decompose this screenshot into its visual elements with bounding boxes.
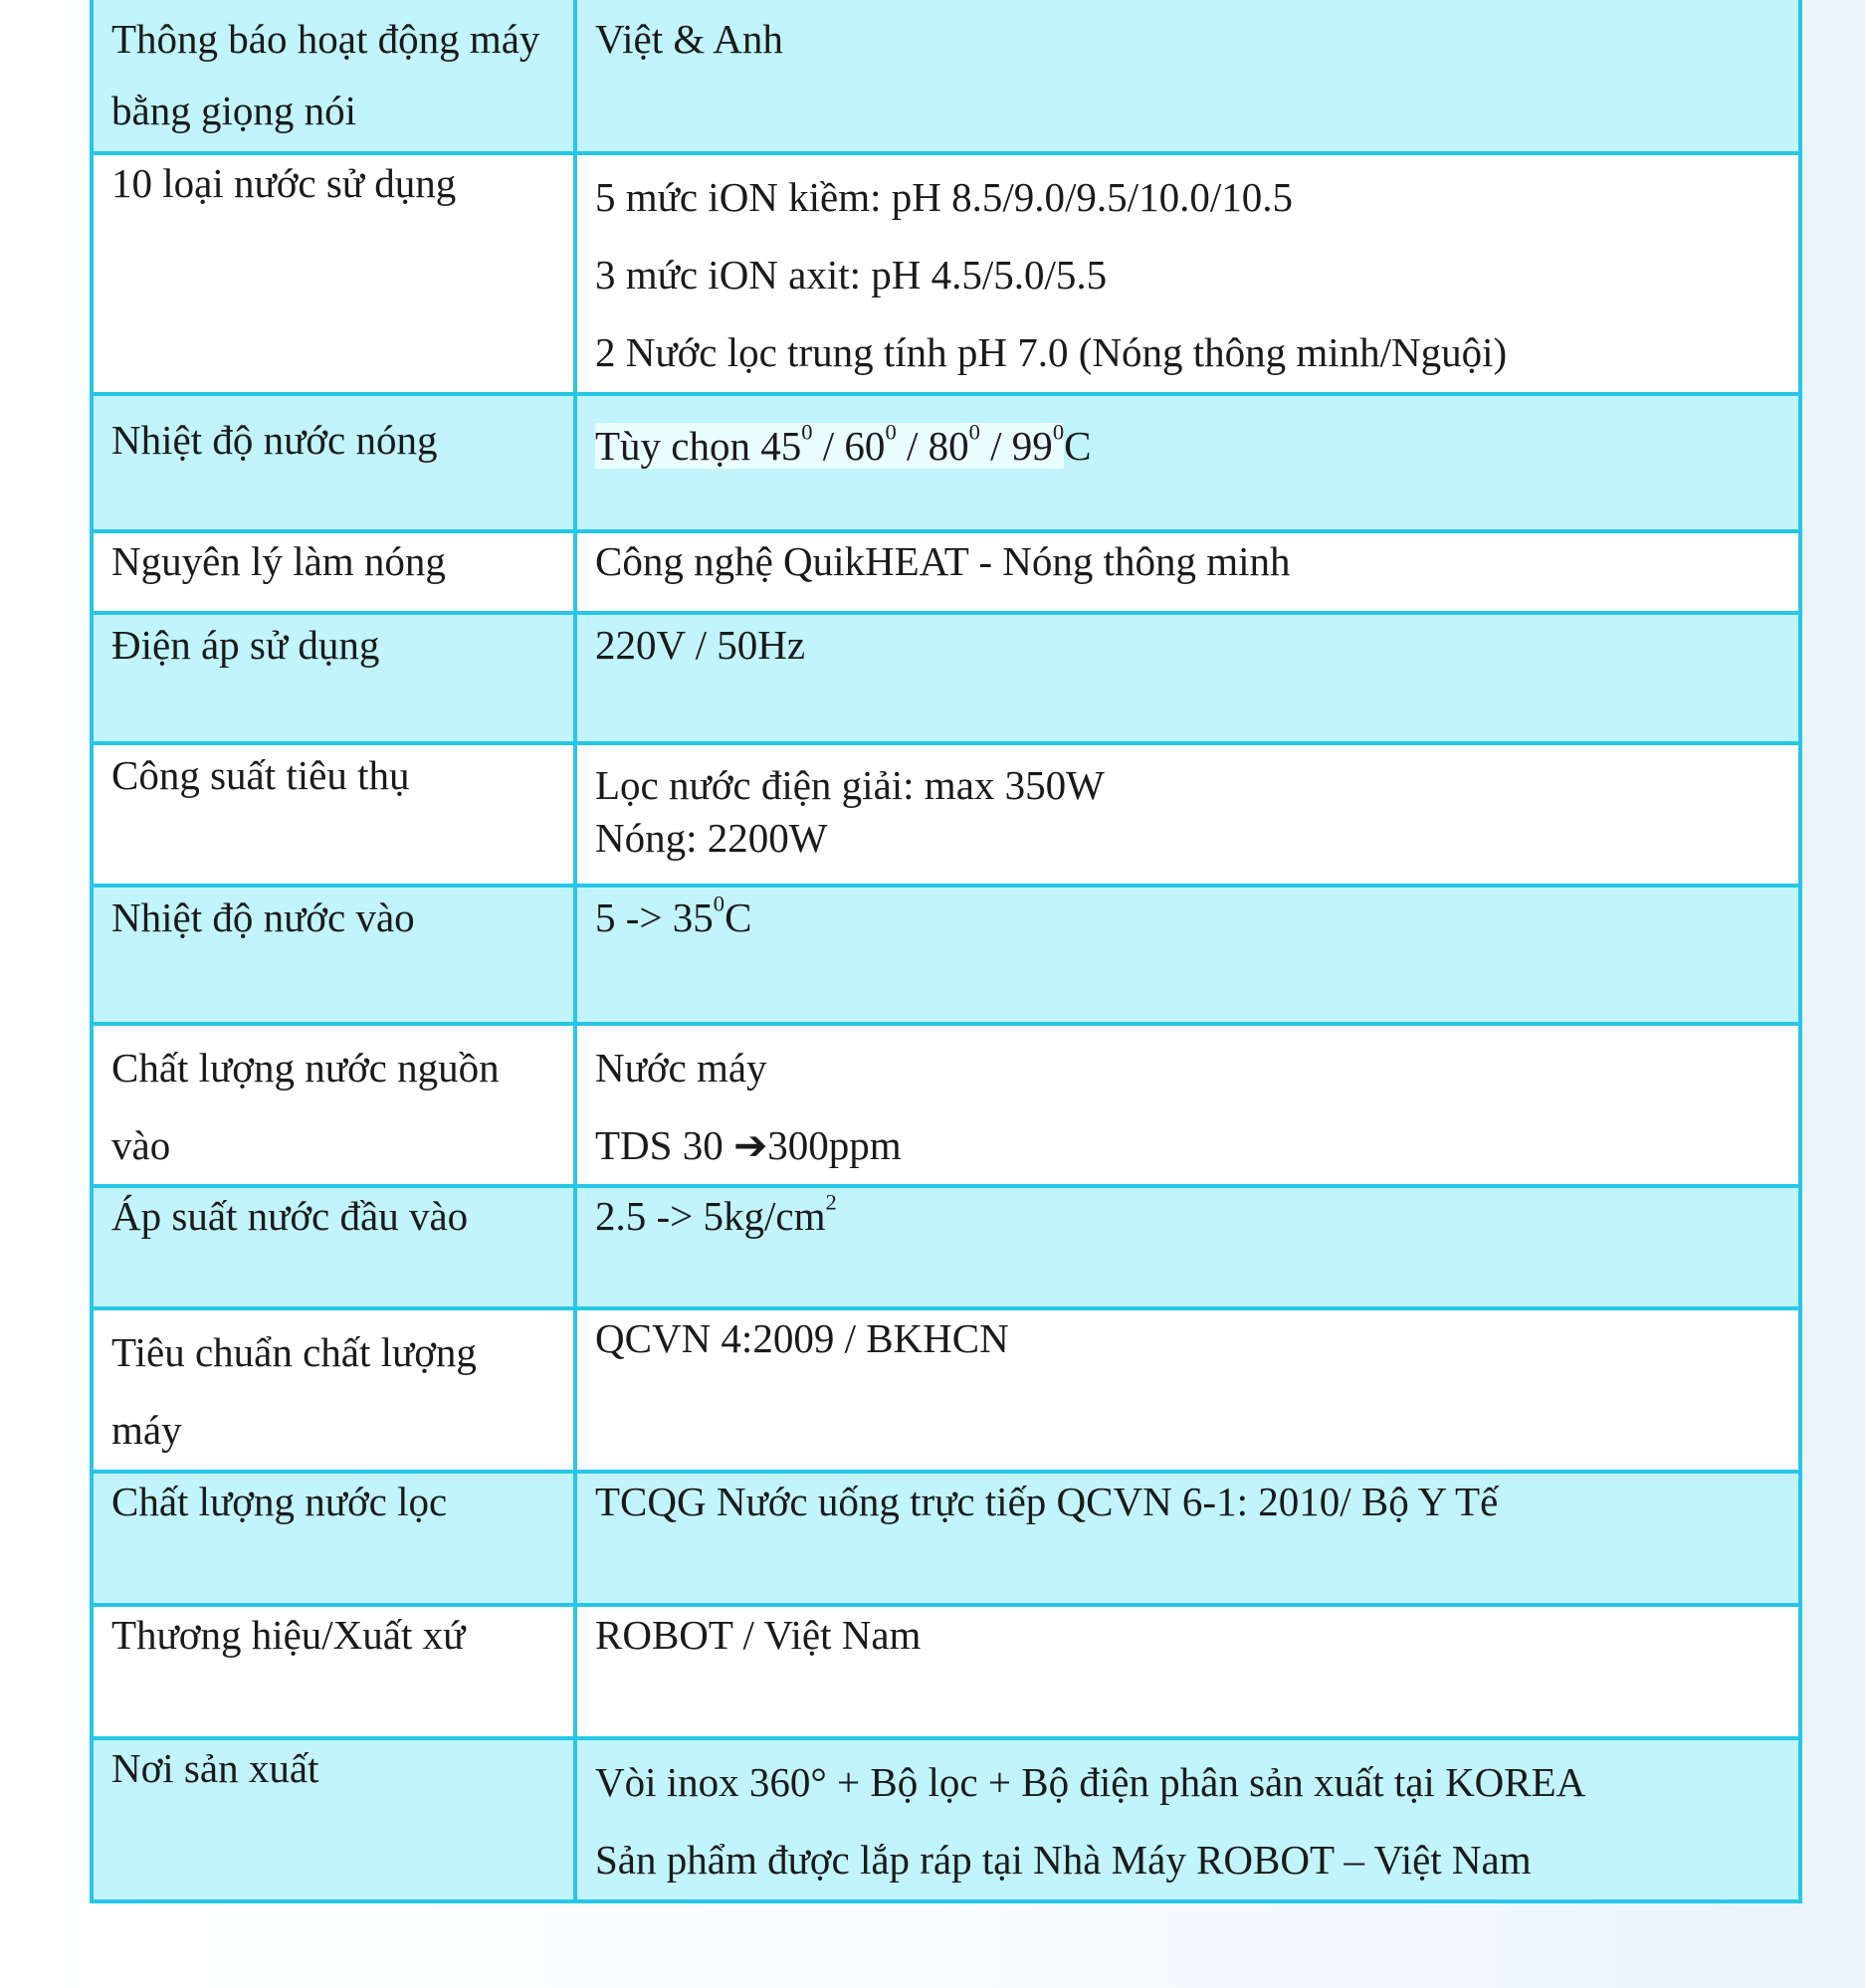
spec-value-line: ROBOT / Việt Nam	[595, 1612, 922, 1659]
spec-row-brand	[92, 1605, 1800, 1738]
spec-value-line: Công nghệ QuikHEAT - Nóng thông minh	[595, 537, 1291, 584]
spec-row-power	[92, 743, 1800, 886]
spec-value-line: Nước máy	[595, 1044, 767, 1091]
spec-value-line: TCQG Nước uống trực tiếp QCVN 6-1: 2010/ Bộ Y Tế	[595, 1479, 1499, 1525]
spec-value: Tùy chọn $45^0 / 60^0 / 80^0 / 99^0C$	[575, 394, 1800, 531]
spec-label: Áp suất nước đầu vào	[92, 1186, 575, 1308]
spec-row-inlet-temp	[92, 886, 1800, 1024]
spec-value-line: 5 mức iON kiềm: pH 8.5/9.0/9.5/10.0/10.5	[595, 174, 1293, 220]
spec-value	[575, 0, 1800, 153]
spec-row-voltage	[92, 613, 1800, 743]
spec-value	[575, 153, 1800, 394]
spec-row-voice	[92, 0, 1800, 153]
spec-label: Chất lượng nước lọc	[92, 1472, 575, 1605]
spec-value-line: Sản phẩm được lắp ráp tại Nhà Máy ROBOT – Việt Nam	[595, 1837, 1532, 1884]
spec-value-line: Vòi inox 360° + Bộ lọc + Bộ điện phân sản xuất tại KOREA	[595, 1759, 1586, 1806]
spec-value-line: Việt & Anh	[595, 16, 783, 62]
spec-value: $5 -> 35^0C$	[575, 886, 1800, 1024]
spec-row-filtered-quality	[92, 1472, 1800, 1605]
spec-value-line: QCVN 4:2009 / BKHCN	[595, 1315, 1009, 1362]
spec-value	[575, 743, 1800, 886]
spec-value	[575, 613, 1800, 743]
spec-table	[90, 0, 1802, 1903]
spec-value	[575, 1024, 1800, 1187]
spec-label: Thông báo hoạt động máy bằng giọng nói	[92, 0, 575, 153]
spec-value	[575, 1308, 1800, 1472]
spec-value: $2.5 -> 5kg/cm^2$	[575, 1186, 1800, 1308]
spec-row-hot-temp	[92, 394, 1800, 531]
spec-value	[575, 1605, 1800, 1738]
spec-value-line: 220V / 50Hz	[595, 621, 806, 668]
spec-label: Nguyên lý làm nóng	[92, 531, 575, 613]
spec-value-line: Nóng: 2200W	[595, 814, 828, 861]
spec-row-origin	[92, 1738, 1800, 1901]
spec-label: Tiêu chuẩn chất lượng máy	[92, 1308, 575, 1472]
spec-row-water-types	[92, 153, 1800, 394]
spec-value	[575, 531, 1800, 613]
spec-value-line: Lọc nước điện giải: max 350W	[595, 761, 1105, 808]
spec-row-inlet-pressure	[92, 1186, 1800, 1308]
spec-label: Chất lượng nước nguồn vào	[92, 1024, 575, 1187]
spec-value	[575, 1472, 1800, 1605]
spec-value-line: 2 Nước lọc trung tính pH 7.0 (Nóng thông minh/Nguội)	[595, 328, 1508, 375]
spec-label: Công suất tiêu thụ	[92, 743, 575, 886]
spec-label: Thương hiệu/Xuất xứ	[92, 1605, 575, 1738]
spec-row-source-quality	[92, 1024, 1800, 1187]
spec-label: Điện áp sử dụng	[92, 613, 575, 743]
spec-row-heating	[92, 531, 1800, 613]
spec-label: Nhiệt độ nước nóng	[92, 394, 575, 531]
spec-value-line: TDS 30 ➔300ppm	[595, 1121, 902, 1168]
hot-temp-highlight: Tùy chọn $45^0 / 60^0 / 80^0 / 99^0$	[595, 419, 1065, 469]
spec-row-standard	[92, 1308, 1800, 1472]
spec-value	[575, 1738, 1800, 1901]
spec-label: Nơi sản xuất	[92, 1738, 575, 1901]
spec-value-line: 3 mức iON axit: pH 4.5/5.0/5.5	[595, 251, 1108, 298]
spec-label: Nhiệt độ nước vào	[92, 886, 575, 1024]
spec-label: 10 loại nước sử dụng	[92, 153, 575, 394]
